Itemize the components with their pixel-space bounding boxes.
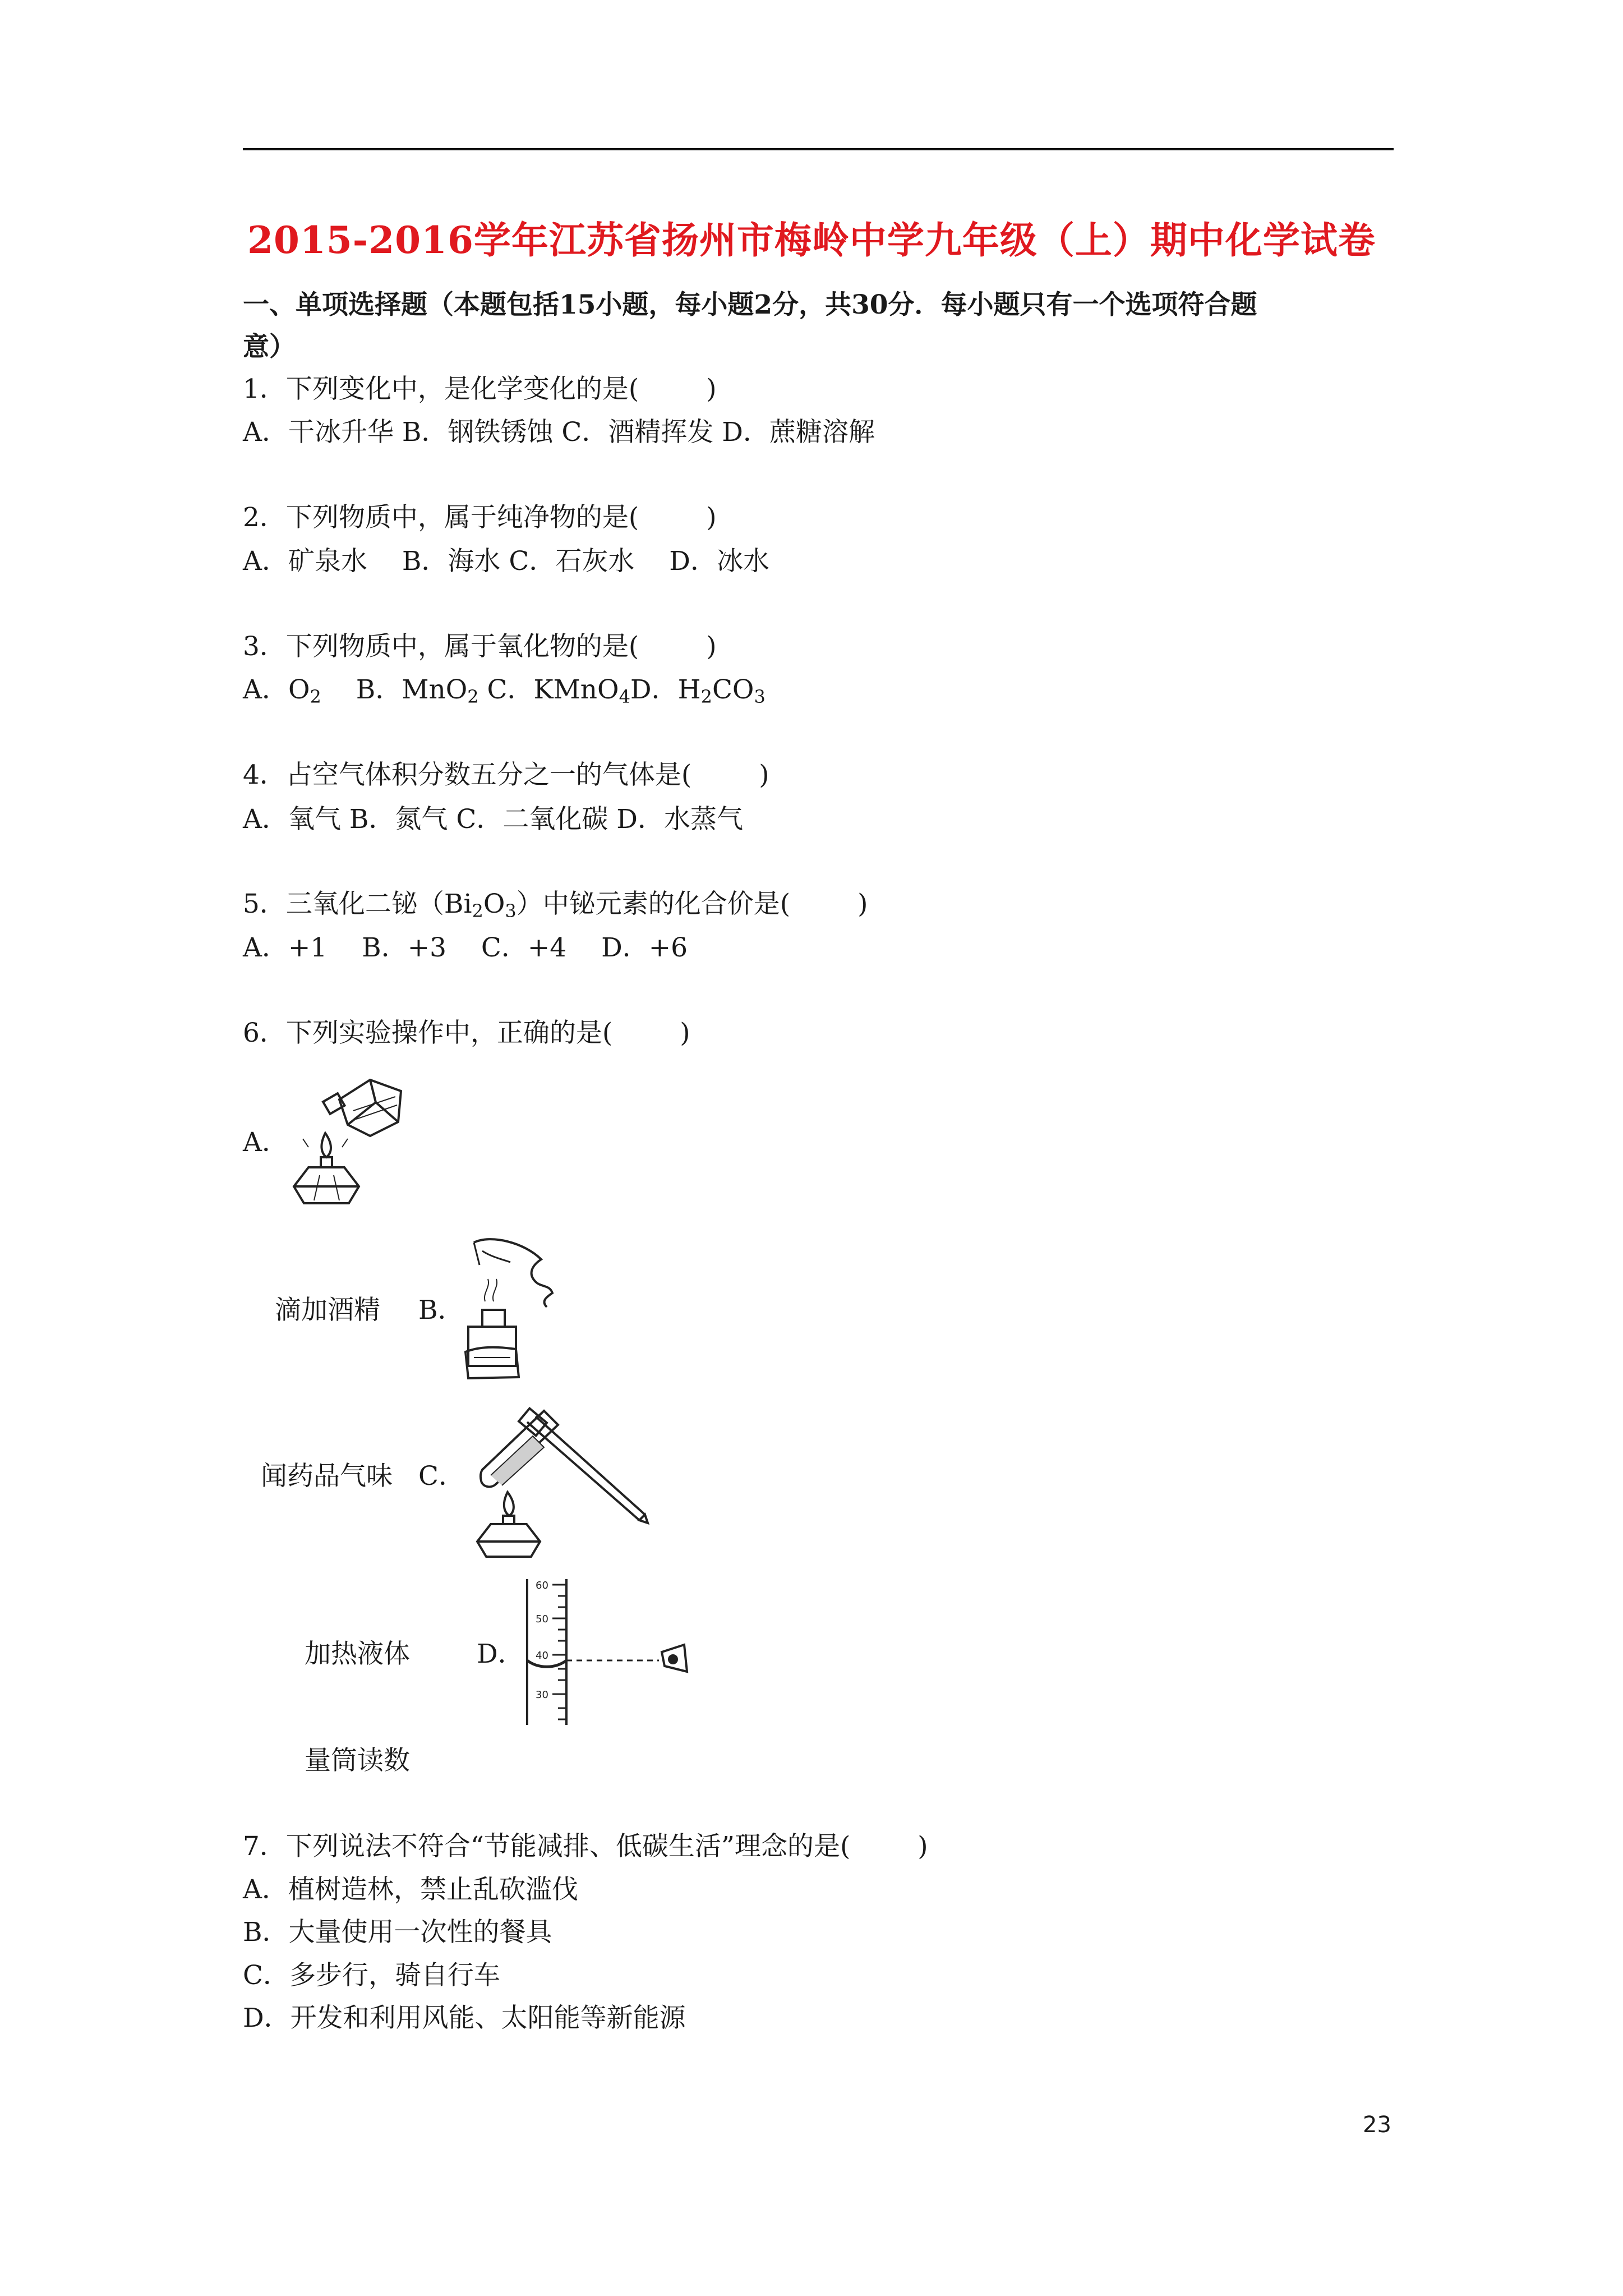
question-7: [243, 1830, 928, 1864]
cylinder-tick-30: 30: [536, 1689, 548, 1701]
q3-option-c-sub: 4: [619, 686, 630, 707]
question-2: [243, 501, 717, 535]
question-2-stem: 2．下列物质中，属于纯净物的是(: [243, 502, 639, 533]
q3-option-d: D．H: [630, 674, 701, 705]
question-5-stem-b: O: [483, 889, 505, 919]
question-4-stem: 4．占空气体积分数五分之一的气体是(: [243, 760, 692, 790]
eye-icon: [662, 1645, 687, 1672]
question-5-sub2: 3: [505, 900, 517, 922]
cylinder-tick-50: 50: [536, 1613, 548, 1625]
q6-label-d: D．: [477, 1639, 524, 1669]
question-5-stem-c: ）中铋元素的化合价是(: [516, 889, 791, 919]
q3-option-a-sub: 2: [310, 686, 321, 707]
question-3-options: [243, 673, 766, 707]
section-heading-cont: 意）: [243, 332, 296, 362]
q3-option-a: A．O: [243, 674, 310, 705]
graduated-cylinder-figure: [505, 1576, 707, 1728]
question-1-options: A．干冰升华 B．钢铁锈蚀 C．酒精挥发 D．蔗糖溶解: [243, 417, 875, 448]
question-1: [243, 372, 717, 406]
question-6: [243, 1016, 690, 1050]
q3-option-d-sub1: 2: [700, 686, 712, 707]
question-2-options: A．矿泉水 B．海水 C．石灰水 D．冰水: [243, 546, 769, 577]
q3-option-b-sub: 2: [467, 686, 479, 707]
question-7-close: ): [917, 1831, 928, 1862]
question-5-stem-a: 5．三氧化二铋（Bi: [243, 889, 472, 919]
q3-option-b: B．MnO: [321, 674, 468, 705]
q3-option-d-mid: CO: [712, 674, 754, 705]
q6-caption-d: 量筒读数: [305, 1745, 410, 1776]
question-3-stem: 3．下列物质中，属于氧化物的是(: [243, 631, 639, 662]
q7-option-b: B．大量使用一次性的餐具: [243, 1917, 552, 1948]
question-3-close: ): [706, 631, 717, 662]
question-4-close: ): [759, 760, 769, 790]
heating-liquid-figure: [460, 1397, 651, 1565]
header-rule: [243, 148, 1394, 150]
cylinder-tick-40: 40: [536, 1650, 548, 1662]
question-6-stem: 6．下列实验操作中，正确的是(: [243, 1018, 613, 1048]
question-4-options: A．氧气 B．氮气 C．二氧化碳 D．水蒸气: [243, 804, 743, 835]
q6-caption-b: 闻药品气味: [261, 1461, 393, 1492]
question-3: [243, 630, 717, 664]
question-5-options: A．+1 B．+3 C．+4 D．+6: [243, 932, 688, 963]
q6-label-b: B．: [418, 1295, 464, 1326]
q3-option-c: C．KMnO: [478, 674, 619, 705]
question-5: [243, 887, 868, 921]
section-heading: 一、单项选择题（本题包括15小题，每小题2分，共30分．每小题只有一个选项符合题: [243, 289, 1257, 320]
question-1-close: ): [706, 374, 717, 404]
q6-label-a: A．: [243, 1127, 288, 1158]
question-5-sub1: 2: [472, 900, 483, 922]
question-7-stem: 7．下列说法不符合“节能减排、低碳生活”理念的是(: [243, 1831, 851, 1862]
alcohol-lamp-figure: [286, 1069, 415, 1220]
question-4: [243, 758, 769, 792]
question-1-stem: 1．下列变化中，是化学变化的是(: [243, 374, 639, 404]
q6-label-c: C．: [418, 1461, 465, 1492]
question-5-close: ): [857, 889, 868, 919]
page-title: 2015-2016学年江苏省扬州市梅岭中学九年级（上）期中化学试卷: [247, 218, 1376, 262]
q7-option-a: A．植树造林，禁止乱砍滥伐: [243, 1874, 578, 1905]
question-6-close: ): [680, 1018, 690, 1048]
q3-option-d-sub2: 3: [754, 686, 766, 707]
cylinder-tick-60: 60: [536, 1580, 548, 1591]
q7-option-d: D．开发和利用风能、太阳能等新能源: [243, 2003, 686, 2033]
q6-caption-a: 滴加酒精: [275, 1295, 380, 1326]
q7-option-c: C．多步行，骑自行车: [243, 1960, 500, 1991]
smelling-figure: [457, 1231, 569, 1388]
page-number: 23: [1363, 2112, 1391, 2138]
question-2-close: ): [706, 502, 717, 533]
q6-caption-c: 加热液体: [305, 1639, 410, 1669]
